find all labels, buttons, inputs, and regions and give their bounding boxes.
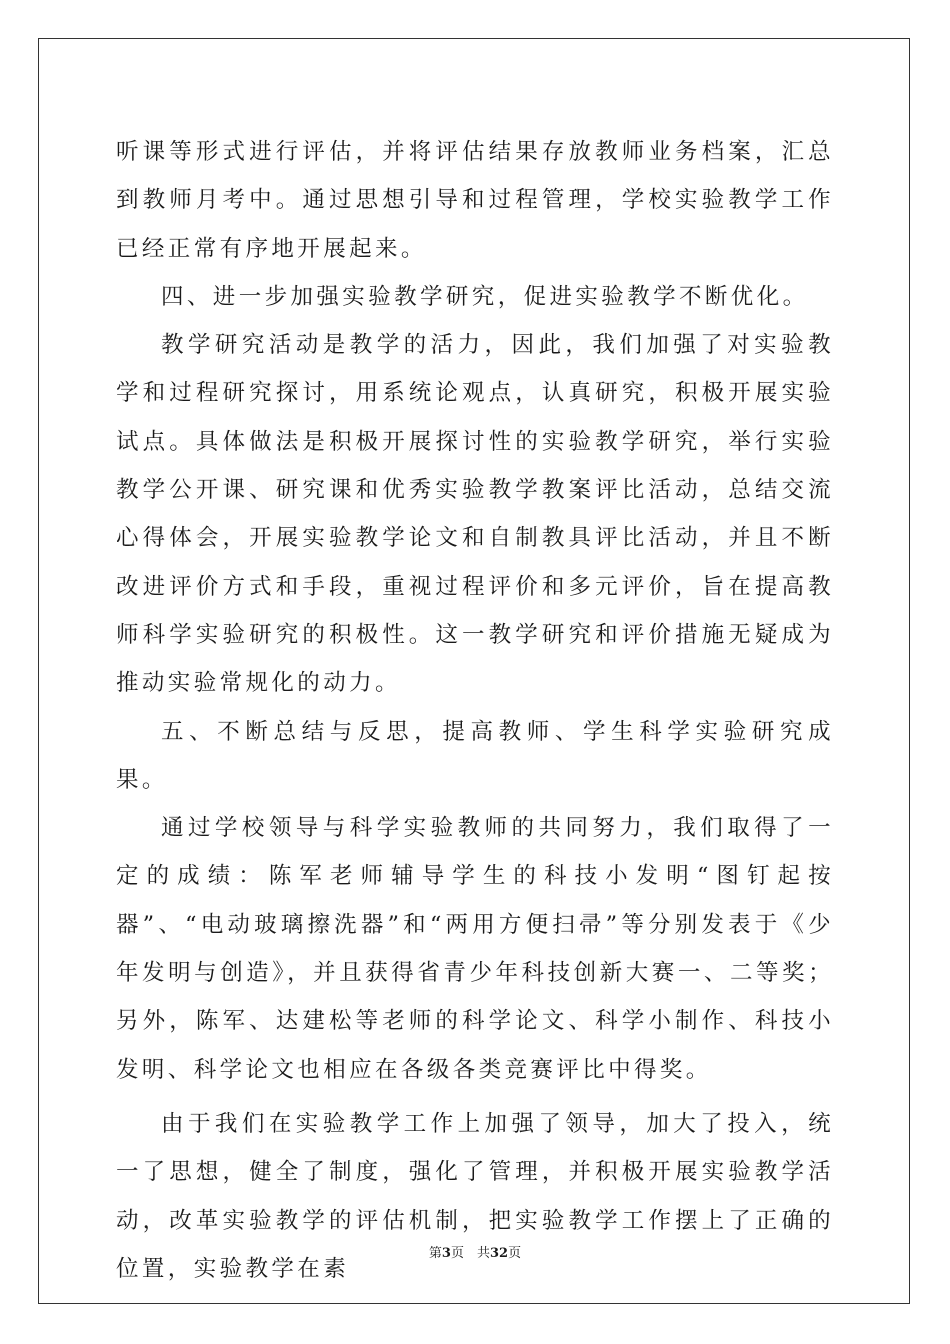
paragraph-continued: 听课等形式进行评估，并将评估结果存放教师业务档案，汇总到教师月考中。通过思想引导和过程管理，学校实验教学工作已经正常有序地开展起来。 bbox=[116, 139, 834, 262]
footer-prefix: 第 bbox=[428, 1246, 442, 1261]
current-page-number: 3 bbox=[441, 1246, 451, 1261]
paragraph-achievements: 通过学校领导与科学实验教师的共同努力，我们取得了一定的成绩：陈军老师辅导学生的科技小发明“图钉起按器”、“电动玻璃擦洗器”和“两用方便扫帚”等分别发表于《少年发明与创造》，并且获得省青少年科技创新大赛一、二等奖；另外，陈军、达建松等老师的科学论文、科学小制作、科技小发明、科学论文也相应在各级各类竞赛评比中得奖。 bbox=[116, 815, 834, 1083]
footer-suffix: 页 bbox=[508, 1246, 522, 1261]
document-body bbox=[116, 128, 834, 1293]
total-pages-number: 32 bbox=[489, 1246, 509, 1261]
section-heading-5: 五、不断总结与反思，提高教师、学生科学实验研究成果。 bbox=[116, 718, 834, 793]
paragraph-summary: 由于我们在实验教学工作上加强了领导，加大了投入，统一了思想，健全了制度，强化了管理，并积极开展实验教学活动，改革实验教学的评估机制，把实验教学工作摆上了正确的位置，实验教学在素 bbox=[116, 1110, 834, 1282]
page-footer bbox=[0, 1246, 950, 1262]
section-heading-4: 四、进一步加强实验教学研究，促进实验教学不断优化。 bbox=[161, 283, 809, 310]
paragraph-research: 教学研究活动是教学的活力，因此，我们加强了对实验教学和过程研究探讨，用系统论观点，认真研究，积极开展实验试点。具体做法是积极开展探讨性的实验教学研究，举行实验教学公开课、研究课和优秀实验教学教案评比活动，总结交流心得体会，开展实验教学论文和自制教具评比活动，并且不断改进评价方式和手段，重视过程评价和多元评价，旨在提高教师科学实验研究的积极性。这一教学研究和评价措施无疑成为推动实验常规化的动力。 bbox=[116, 332, 834, 697]
footer-mid: 页 共 bbox=[450, 1246, 490, 1261]
